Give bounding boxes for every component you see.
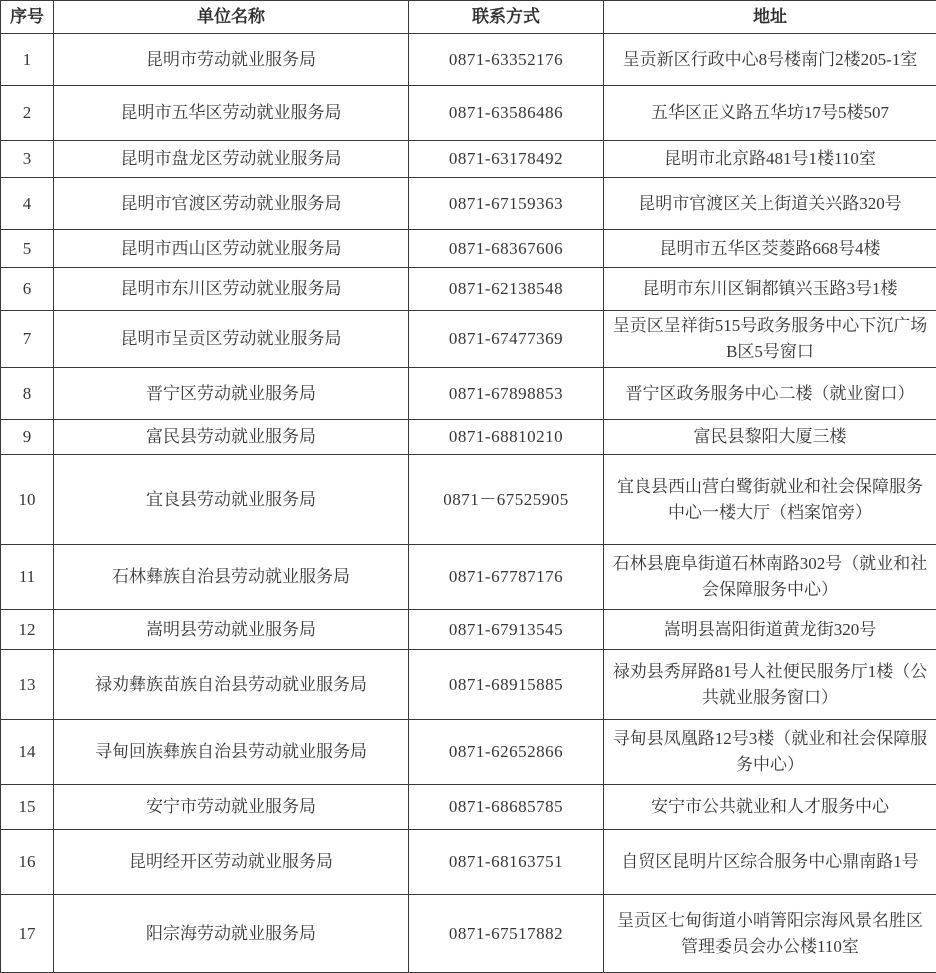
table-row [1, 34, 936, 86]
cell-address: 呈贡区呈祥街515号政务服务中心下沉广场B区5号窗口 [604, 311, 936, 368]
cell-no: 10 [1, 455, 54, 545]
table-row [1, 178, 936, 230]
table-row [1, 650, 936, 720]
table-row [1, 141, 936, 178]
column-header-no: 序号 [1, 1, 54, 34]
cell-address: 呈贡新区行政中心8号楼南门2楼205-1室 [604, 34, 936, 86]
cell-phone: 0871-63352176 [409, 34, 604, 86]
cell-no: 1 [1, 34, 54, 86]
table-row [1, 268, 936, 311]
cell-no: 8 [1, 368, 54, 420]
cell-name: 昆明市官渡区劳动就业服务局 [54, 178, 409, 230]
cell-address: 晋宁区政务服务中心二楼（就业窗口） [604, 368, 936, 420]
cell-name: 昆明市呈贡区劳动就业服务局 [54, 311, 409, 368]
cell-address: 自贸区昆明片区综合服务中心鼎南路1号 [604, 830, 936, 895]
table-row [1, 368, 936, 420]
cell-address: 寻甸县凤凰路12号3楼（就业和社会保障服务中心） [604, 720, 936, 785]
cell-name: 昆明经开区劳动就业服务局 [54, 830, 409, 895]
table-row [1, 545, 936, 610]
cell-address: 嵩明县嵩阳街道黄龙街320号 [604, 610, 936, 650]
cell-phone: 0871-67477369 [409, 311, 604, 368]
cell-phone: 0871-67159363 [409, 178, 604, 230]
cell-no: 15 [1, 785, 54, 830]
table-row [1, 230, 936, 268]
cell-no: 2 [1, 86, 54, 141]
cell-no: 12 [1, 610, 54, 650]
cell-name: 阳宗海劳动就业服务局 [54, 895, 409, 973]
cell-name: 昆明市盘龙区劳动就业服务局 [54, 141, 409, 178]
cell-address: 五华区正义路五华坊17号5楼507 [604, 86, 936, 141]
cell-address: 禄劝县秀屏路81号人社便民服务厅1楼（公共就业服务窗口） [604, 650, 936, 720]
cell-name: 晋宁区劳动就业服务局 [54, 368, 409, 420]
cell-address: 宜良县西山营白鹭街就业和社会保障服务中心一楼大厅（档案馆旁） [604, 455, 936, 545]
cell-phone: 0871-62138548 [409, 268, 604, 311]
cell-name: 石林彝族自治县劳动就业服务局 [54, 545, 409, 610]
table-row [1, 895, 936, 973]
cell-no: 14 [1, 720, 54, 785]
cell-name: 寻甸回族彝族自治县劳动就业服务局 [54, 720, 409, 785]
cell-no: 7 [1, 311, 54, 368]
table-row [1, 785, 936, 830]
cell-phone: 0871-67898853 [409, 368, 604, 420]
cell-name: 昆明市五华区劳动就业服务局 [54, 86, 409, 141]
table-row [1, 311, 936, 368]
cell-no: 17 [1, 895, 54, 973]
cell-name: 嵩明县劳动就业服务局 [54, 610, 409, 650]
cell-address: 昆明市东川区铜都镇兴玉路3号1楼 [604, 268, 936, 311]
cell-phone: 0871-63586486 [409, 86, 604, 141]
table-row [1, 86, 936, 141]
cell-no: 9 [1, 420, 54, 455]
cell-phone: 0871-68810210 [409, 420, 604, 455]
cell-no: 3 [1, 141, 54, 178]
cell-no: 4 [1, 178, 54, 230]
cell-address: 昆明市官渡区关上街道关兴路320号 [604, 178, 936, 230]
cell-phone: 0871-63178492 [409, 141, 604, 178]
cell-address: 石林县鹿阜街道石林南路302号（就业和社会保障服务中心） [604, 545, 936, 610]
cell-no: 6 [1, 268, 54, 311]
cell-address: 富民县黎阳大厦三楼 [604, 420, 936, 455]
cell-phone: 0871-67787176 [409, 545, 604, 610]
cell-address: 昆明市北京路481号1楼110室 [604, 141, 936, 178]
column-header-address: 地址 [604, 1, 936, 34]
cell-address: 呈贡区七甸街道小哨箐阳宗海风景名胜区管理委员会办公楼110室 [604, 895, 936, 973]
cell-name: 昆明市劳动就业服务局 [54, 34, 409, 86]
cell-address: 安宁市公共就业和人才服务中心 [604, 785, 936, 830]
cell-name: 禄劝彝族苗族自治县劳动就业服务局 [54, 650, 409, 720]
table-body [1, 34, 936, 973]
cell-phone: 0871－67525905 [409, 455, 604, 545]
cell-address: 昆明市五华区茭菱路668号4楼 [604, 230, 936, 268]
table-header-row [1, 1, 936, 34]
cell-phone: 0871-68915885 [409, 650, 604, 720]
column-header-name: 单位名称 [54, 1, 409, 34]
cell-phone: 0871-68685785 [409, 785, 604, 830]
cell-name: 宜良县劳动就业服务局 [54, 455, 409, 545]
cell-name: 昆明市东川区劳动就业服务局 [54, 268, 409, 311]
cell-phone: 0871-62652866 [409, 720, 604, 785]
cell-name: 富民县劳动就业服务局 [54, 420, 409, 455]
column-header-phone: 联系方式 [409, 1, 604, 34]
cell-no: 5 [1, 230, 54, 268]
cell-no: 16 [1, 830, 54, 895]
cell-phone: 0871-67913545 [409, 610, 604, 650]
table-row [1, 610, 936, 650]
table-row [1, 420, 936, 455]
cell-phone: 0871-68367606 [409, 230, 604, 268]
cell-name: 昆明市西山区劳动就业服务局 [54, 230, 409, 268]
table-row [1, 830, 936, 895]
cell-no: 13 [1, 650, 54, 720]
cell-name: 安宁市劳动就业服务局 [54, 785, 409, 830]
cell-phone: 0871-68163751 [409, 830, 604, 895]
cell-no: 11 [1, 545, 54, 610]
cell-phone: 0871-67517882 [409, 895, 604, 973]
table-row [1, 455, 936, 545]
table-row [1, 720, 936, 785]
